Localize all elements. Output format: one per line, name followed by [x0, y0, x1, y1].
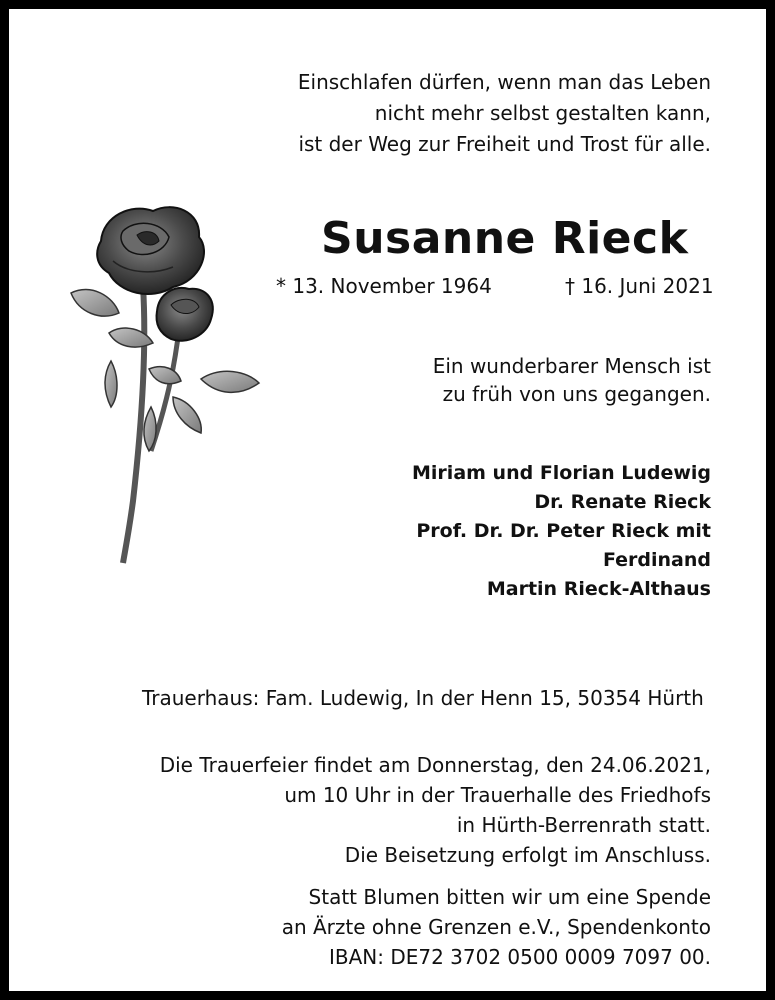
deceased-name: Susanne Rieck [321, 213, 689, 264]
donation-line: an Ärzte ohne Grenzen e.V., Spendenkonto [281, 915, 711, 939]
quote-line: Ein wunderbarer Mensch ist [432, 354, 711, 378]
mourner-name: Dr. Renate Rieck [534, 491, 711, 513]
donation-line: IBAN: DE72 3702 0500 0009 7097 00. [328, 945, 711, 969]
motto-line: nicht mehr selbst gestalten kann, [374, 101, 711, 125]
birth-date: * 13. November 1964 [276, 274, 492, 298]
mourning-house-address: Trauerhaus: Fam. Ludewig, In der Henn 15, 50354 Hürth [142, 686, 704, 710]
motto-line: ist der Weg zur Freiheit und Trost für alle. [298, 132, 711, 156]
mourner-name: Miriam und Florian Ludewig [412, 462, 711, 484]
ceremony-line: um 10 Uhr in der Trauerhalle des Friedhofs [284, 783, 711, 807]
ceremony-line: Die Trauerfeier findet am Donnerstag, den 24.06.2021, [159, 753, 711, 777]
donation-line: Statt Blumen bitten wir um eine Spende [308, 885, 711, 909]
mourner-name: Ferdinand [602, 549, 711, 571]
motto-verse [298, 67, 711, 160]
motto-line: Einschlafen dürfen, wenn man das Leben [297, 70, 711, 94]
mourner-name: Martin Rieck-Althaus [486, 578, 711, 600]
death-date: † 16. Juni 2021 [565, 274, 714, 298]
ceremony-info [160, 750, 711, 870]
quote-line: zu früh von uns gegangen. [442, 382, 711, 406]
ceremony-line: in Hürth-Berrenrath statt. [456, 813, 711, 837]
rose-illustration-icon [61, 201, 261, 571]
donation-request [282, 882, 711, 972]
ceremony-line: Die Beisetzung erfolgt im Anschluss. [344, 843, 711, 867]
mourner-name: Prof. Dr. Dr. Peter Rieck mit [416, 520, 711, 542]
mourners-list [412, 459, 711, 604]
memorial-quote [433, 352, 711, 408]
